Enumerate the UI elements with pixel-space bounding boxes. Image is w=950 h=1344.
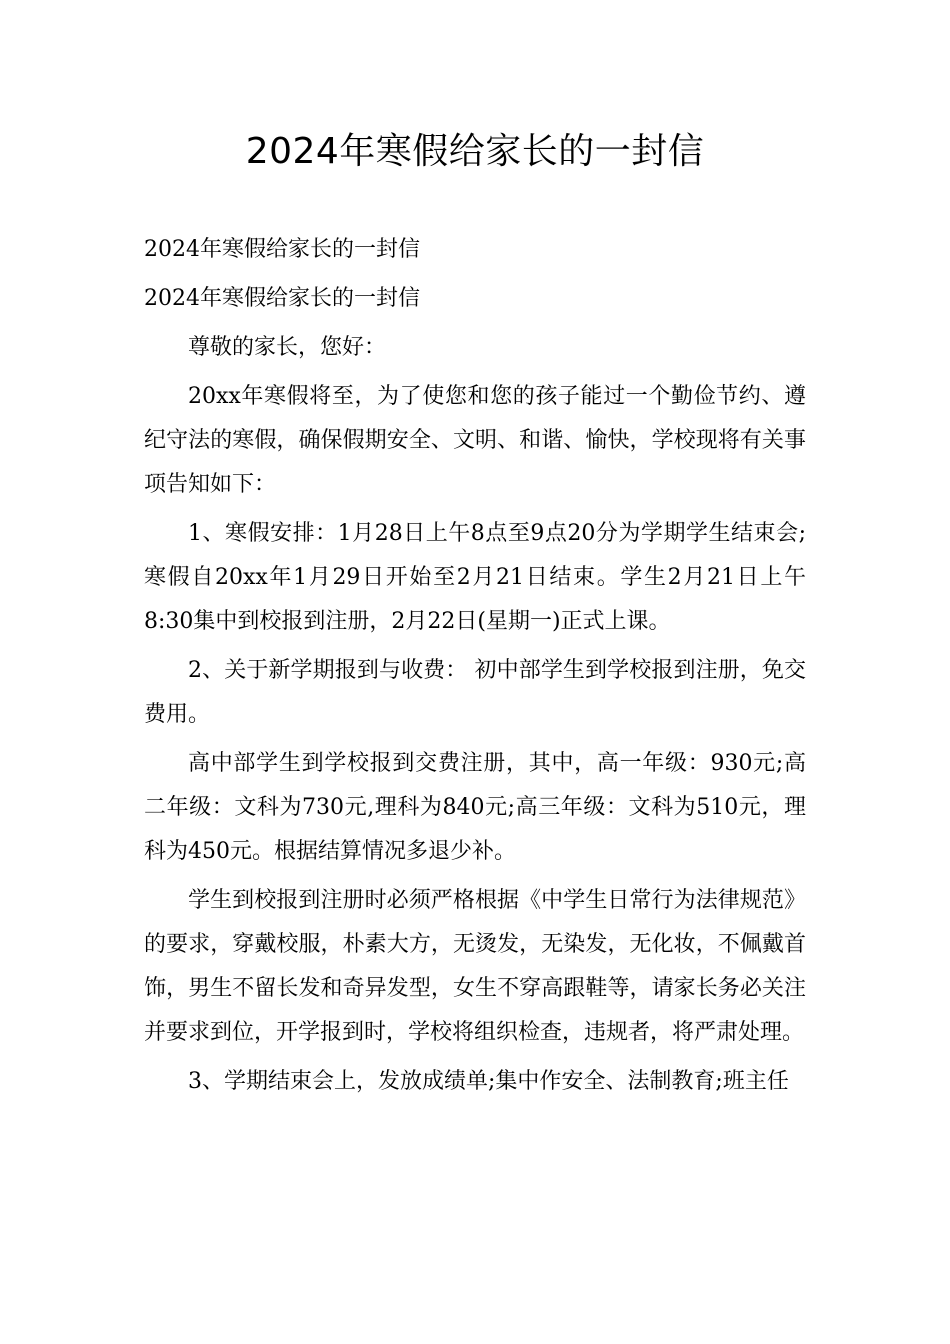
- paragraph-dress-code: 学生到校报到注册时必须严格根据《中学生日常行为法律规范》的要求，穿戴校服，朴素大方，无烫发，无染发，无化妆，不佩戴首饰，男生不留长发和奇异发型，女生不穿高跟鞋等，请家长务必关注并要求到位，开学报到时，学校将组织检查，违规者，将严肃处理。: [144, 888, 806, 1045]
- document-title: 2024年寒假给家长的一封信: [245, 131, 705, 172]
- subtitle-line-2: 2024年寒假给家长的一封信: [144, 286, 420, 311]
- subtitle-line-1: 2024年寒假给家长的一封信: [144, 237, 420, 262]
- paragraph-vacation-schedule: 1、寒假安排：1月28日上午8点至9点20分为学期学生结束会;寒假自20xx年1月29日开始至2月21日结束。学生2月21日上午8:30集中到校报到注册，2月22日(星期一)正式上课。: [144, 521, 806, 634]
- paragraph-registration: 2、关于新学期报到与收费： 初中部学生到学校报到注册，免交费用。: [144, 658, 806, 727]
- paragraph-intro: 20xx年寒假将至，为了使您和您的孩子能过一个勤俭节约、遵纪守法的寒假，确保假期安全、文明、和谐、愉快，学校现将有关事项告知如下：: [144, 384, 806, 497]
- greeting: 尊敬的家长，您好：: [188, 335, 387, 360]
- document-body: [144, 228, 806, 1104]
- paragraph-end-of-term: 3、学期结束会上，发放成绩单;集中作安全、法制教育;班主任: [188, 1069, 789, 1094]
- paragraph-fees: 高中部学生到学校报到交费注册，其中，高一年级：930元;高二年级：文科为730元,理科为840元;高三年级：文科为510元，理科为450元。根据结算情况多退少补。: [144, 751, 806, 864]
